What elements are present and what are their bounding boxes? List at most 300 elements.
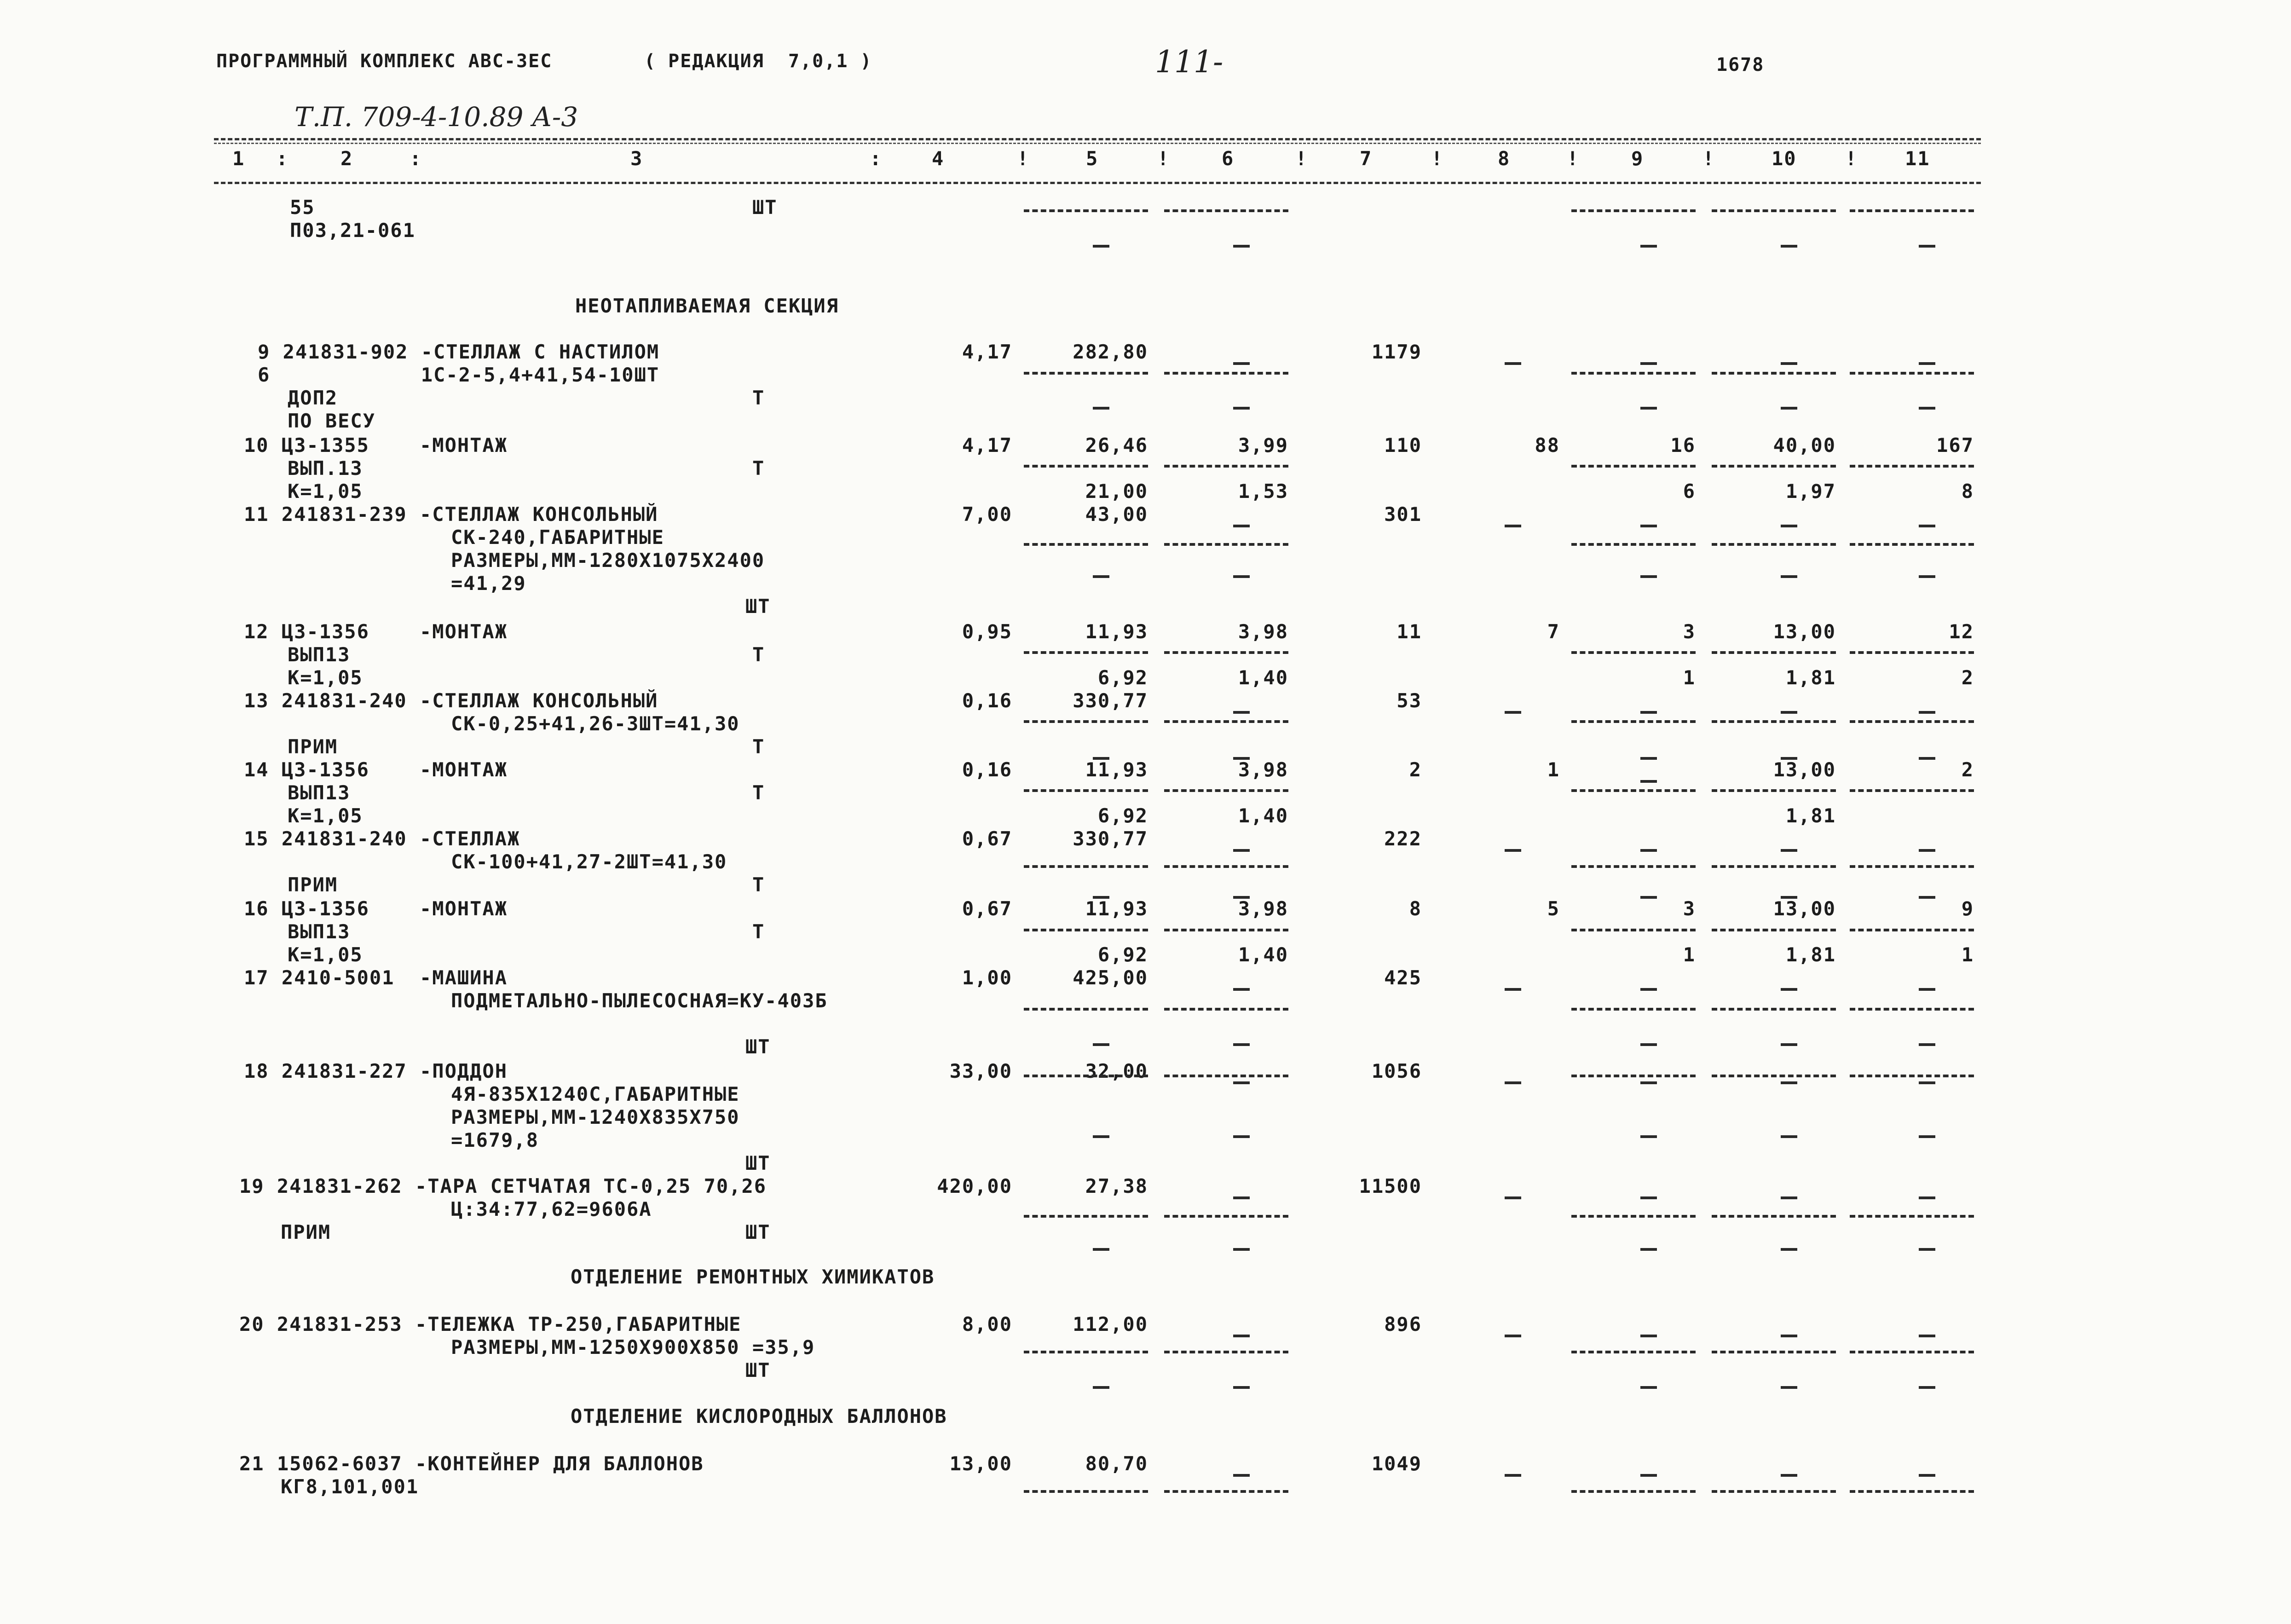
row-9-line: 6 1С-2-5,4+41,54-10ШТ [258,364,660,386]
underline-rule [1571,1215,1696,1218]
col-5: 5 [1086,147,1099,170]
cell-col-6: 3,98 [1238,758,1288,781]
cell-col-4: 4,17 [962,341,1012,363]
cell-col-5: 330,77 [1073,827,1148,850]
col-sep: ! [1017,147,1030,170]
underline-rule [1850,1215,1974,1218]
dash-mark [1093,1386,1109,1389]
cell-col-11: 2 [1961,666,1974,689]
cell-col-4: 7,00 [962,503,1012,526]
cell-col-11: 12 [1949,620,1974,643]
cell-col-4: 0,16 [962,689,1012,712]
cell-col-5: 330,77 [1073,689,1148,712]
dash-mark [1919,407,1935,410]
unit-label: ШТ [745,1152,771,1174]
underline-rule [1850,209,1974,212]
dash-mark [1781,711,1797,714]
underline-rule [1850,543,1974,546]
dash-mark [1640,245,1657,248]
dash-mark [1781,988,1797,991]
cell-col-5: 6,92 [1097,804,1148,827]
dash-mark [1919,849,1935,852]
dash-mark [1781,1196,1797,1199]
cell-col-6: 1,53 [1238,480,1288,503]
col-6: 6 [1222,147,1235,170]
dash-mark [1505,1335,1521,1337]
unit-label: Т [752,735,765,758]
col-sep: : [410,147,422,170]
header-rule-bottom [214,182,1981,184]
col-sep: ! [1295,147,1308,170]
underline-rule [1164,543,1288,546]
dash-mark [1781,849,1797,852]
cell-col-7: 1049 [1371,1452,1422,1475]
cell-col-11: 2 [1961,758,1974,781]
dash-mark [1640,896,1657,899]
section-heading: ОТДЕЛЕНИЕ КИСЛОРОДНЫХ БАЛЛОНОВ [571,1405,947,1428]
dash-mark [1919,896,1935,899]
cell-col-5: 21,00 [1085,480,1148,503]
cell-col-6: 1,40 [1238,943,1288,966]
dash-mark [1505,988,1521,991]
row-10-line: К=1,05 [288,480,363,503]
cell-col-5: 43,00 [1085,503,1148,526]
underline-rule [1164,372,1288,375]
dash-mark [1781,525,1797,527]
dash-mark [1505,849,1521,852]
dash-mark [1919,757,1935,760]
text-line: 55 [290,196,315,219]
dash-mark [1781,362,1797,365]
row-21-line: КГ8,101,001 [281,1475,419,1498]
row-11-line: СК-240,ГАБАРИТНЫЕ [451,526,664,549]
cell-col-4: 8,00 [962,1313,1012,1335]
row-11-line: РАЗМЕРЫ,ММ-1280Х1075Х2400 [451,549,765,572]
dash-mark [1919,1474,1935,1477]
cell-col-8: 5 [1547,897,1560,920]
underline-rule [1024,1490,1148,1493]
dash-mark [1919,1248,1935,1251]
dash-mark [1781,575,1797,578]
dash-mark [1093,757,1109,760]
unit-label: ШТ [745,1221,771,1243]
cell-col-10: 40,00 [1773,434,1836,457]
dash-mark [1505,525,1521,527]
cell-col-5: 11,93 [1085,897,1148,920]
cell-col-11: 167 [1936,434,1974,457]
row-12-line: 12 Ц3-1356 -МОНТАЖ [244,620,508,643]
underline-rule [1712,543,1836,546]
cell-col-5: 26,46 [1085,434,1148,457]
dash-mark [1233,525,1250,527]
dash-mark [1640,1335,1657,1337]
dash-mark [1233,1386,1250,1389]
row-18-line: =1679,8 [451,1129,539,1151]
page-mark: 111- [1155,44,1223,80]
col-2: 2 [340,147,353,170]
row-16-line: К=1,05 [288,943,363,966]
underline-rule [1571,929,1696,931]
unit-label: ШТ [745,1035,771,1058]
col-7: 7 [1360,147,1373,170]
row-18-line: 4Я-835Х1240С,ГАБАРИТНЫЕ [451,1083,740,1105]
cell-col-4: 4,17 [962,434,1012,457]
cell-col-5: 112,00 [1073,1313,1148,1335]
underline-rule [1850,651,1974,654]
dash-mark [1640,575,1657,578]
dash-mark [1505,1474,1521,1477]
cell-col-7: 896 [1384,1313,1422,1335]
row-19-line: 19 241831-262 -ТАРА СЕТЧАТАЯ ТС-0,25 70,26 [239,1175,767,1197]
row-21-line: 21 15062-6037 -КОНТЕЙНЕР ДЛЯ БАЛЛОНОВ [239,1452,704,1475]
dash-mark [1781,1248,1797,1251]
underline-rule [1712,651,1836,654]
cell-col-7: 53 [1397,689,1422,712]
dash-mark [1919,525,1935,527]
dash-mark [1505,362,1521,365]
underline-rule [1024,1075,1148,1077]
underline-rule [1164,1075,1288,1077]
dash-mark [1781,245,1797,248]
underline-rule [1571,465,1696,468]
cell-col-9: 3 [1683,620,1696,643]
cell-col-4: 13,00 [949,1452,1012,1475]
header-rule-top-2 [214,143,1981,144]
dash-mark [1233,1248,1250,1251]
cell-col-7: 8 [1409,897,1422,920]
cell-col-6: 3,98 [1238,897,1288,920]
col-sep: : [276,147,289,170]
dash-mark [1233,896,1250,899]
row-12-line: ВЫП13 [288,643,351,666]
underline-rule [1850,1351,1974,1353]
col-9: 9 [1631,147,1644,170]
row-16-line: 16 Ц3-1356 -МОНТАЖ [244,897,508,920]
col-3: 3 [630,147,643,170]
cell-col-5: 80,70 [1085,1452,1148,1475]
cell-col-5: 6,92 [1097,666,1148,689]
underline-rule [1024,865,1148,868]
cell-col-4: 420,00 [937,1175,1012,1197]
cell-col-5: 425,00 [1073,966,1148,989]
cell-col-10: 13,00 [1773,758,1836,781]
dash-mark [1919,1043,1935,1046]
cell-col-5: 27,38 [1085,1175,1148,1197]
cell-col-7: 301 [1384,503,1422,526]
dash-mark [1093,1248,1109,1251]
dash-mark [1233,245,1250,248]
unit-label: Т [752,873,765,896]
row-12-line: К=1,05 [288,666,363,689]
underline-rule [1164,789,1288,792]
underline-rule [1164,865,1288,868]
row-13-line: ПРИМ [288,735,338,758]
cell-col-10: 1,81 [1785,943,1836,966]
cell-col-7: 110 [1384,434,1422,457]
dash-mark [1233,849,1250,852]
underline-rule [1024,372,1148,375]
section-heading: ОТДЕЛЕНИЕ РЕМОНТНЫХ ХИМИКАТОВ [571,1266,935,1288]
underline-rule [1712,789,1836,792]
underline-rule [1164,209,1288,212]
underline-rule [1850,1490,1974,1493]
header-rule-top [214,138,1981,140]
row-15-line: СК-100+41,27-2ШТ=41,30 [451,850,727,873]
dash-mark [1919,245,1935,248]
underline-rule [1712,1351,1836,1353]
row-20-line: 20 241831-253 -ТЕЛЕЖКА ТР-250,ГАБАРИТНЫЕ [239,1313,742,1335]
cell-col-9: 16 [1670,434,1696,457]
underline-rule [1571,209,1696,212]
underline-rule [1712,1215,1836,1218]
dash-mark [1640,711,1657,714]
col-10: 10 [1772,147,1797,170]
cell-col-5: 32,00 [1085,1060,1148,1082]
cell-col-7: 1179 [1371,341,1422,363]
underline-rule [1571,543,1696,546]
unit-label: ШТ [745,1359,771,1381]
dash-mark [1093,575,1109,578]
cell-col-10: 1,81 [1785,666,1836,689]
row-16-line: ВЫП13 [288,920,351,943]
underline-rule [1571,720,1696,723]
cell-col-7: 1056 [1371,1060,1422,1082]
underline-rule [1712,929,1836,931]
dash-mark [1640,362,1657,365]
underline-rule [1024,1008,1148,1011]
cell-col-6: 1,40 [1238,666,1288,689]
dash-mark [1640,988,1657,991]
row-20-line: РАЗМЕРЫ,ММ-1250Х900Х850 =35,9 [451,1336,815,1358]
underline-rule [1850,1075,1974,1077]
cell-col-6: 3,99 [1238,434,1288,457]
dash-mark [1640,1135,1657,1138]
cell-col-4: 0,67 [962,827,1012,850]
page-number: 1678 [1716,54,1765,75]
dash-mark [1919,362,1935,365]
row-17-line: ПОДМЕТАЛЬНО-ПЫЛЕСОСНАЯ=КУ-403Б [451,989,828,1012]
underline-rule [1024,789,1148,792]
col-4: 4 [932,147,945,170]
underline-rule [1164,651,1288,654]
underline-rule [1850,929,1974,931]
col-1: 1 [232,147,245,170]
dash-mark [1640,1196,1657,1199]
cell-col-4: 0,67 [962,897,1012,920]
cell-col-6: 1,40 [1238,804,1288,827]
row-9-line: ПО ВЕСУ [288,410,376,432]
dash-mark [1233,575,1250,578]
cell-col-5: 282,80 [1073,341,1148,363]
dash-mark [1919,575,1935,578]
underline-rule [1571,1490,1696,1493]
cell-col-9: 1 [1683,943,1696,966]
row-11-line: =41,29 [451,572,526,595]
dash-mark [1781,1081,1797,1084]
dash-mark [1093,407,1109,410]
dash-mark [1640,525,1657,527]
row-19-line: ПРИМ [281,1221,331,1243]
row-9-line: 9 241831-902 -СТЕЛЛАЖ С НАСТИЛОМ [258,341,660,363]
dash-mark [1919,711,1935,714]
cell-col-4: 0,16 [962,758,1012,781]
edition-label: ( РЕДАКЦИЯ 7,0,1 ) [644,51,872,72]
cell-col-7: 425 [1384,966,1422,989]
col-sep: ! [1431,147,1444,170]
col-sep: ! [1567,147,1580,170]
dash-mark [1919,1386,1935,1389]
underline-rule [1024,209,1148,212]
cell-col-7: 222 [1384,827,1422,850]
underline-rule [1850,865,1974,868]
dash-mark [1233,362,1250,365]
unit-label: Т [752,920,765,943]
cell-col-5: 11,93 [1085,758,1148,781]
col-sep: : [870,147,883,170]
unit-label: Т [752,387,765,409]
underline-rule [1571,651,1696,654]
dash-mark [1093,1043,1109,1046]
unit-label: Т [752,457,765,480]
underline-rule [1164,929,1288,931]
cell-col-10: 13,00 [1773,897,1836,920]
dash-mark [1640,1043,1657,1046]
program-title: ПРОГРАММНЫЙ КОМПЛЕКС АВС-3ЕС [216,51,553,72]
cell-col-6: 3,98 [1238,620,1288,643]
dash-mark [1781,1043,1797,1046]
underline-rule [1712,209,1836,212]
row-19-line: Ц:34:77,62=9606А [451,1198,652,1220]
dash-mark [1233,1135,1250,1138]
row-18-line: РАЗМЕРЫ,ММ-1240Х835Х750 [451,1106,740,1128]
row-10-line: 10 Ц3-1355 -МОНТАЖ [244,434,508,457]
cell-col-4: 33,00 [949,1060,1012,1082]
dash-mark [1093,245,1109,248]
dash-mark [1919,1081,1935,1084]
text-line: П03,21-061 [290,219,415,242]
row-14-line: К=1,05 [288,804,363,827]
dash-mark [1233,711,1250,714]
underline-rule [1024,720,1148,723]
section-heading: НЕОТАПЛИВАЕМАЯ СЕКЦИЯ [575,295,839,317]
col-8: 8 [1498,147,1511,170]
row-10-line: ВЫП.13 [288,457,363,480]
cell-col-10: 1,81 [1785,804,1836,827]
dash-mark [1233,988,1250,991]
dash-mark [1781,1335,1797,1337]
dash-mark [1233,1196,1250,1199]
cell-col-9: 3 [1683,897,1696,920]
underline-rule [1712,1075,1836,1077]
dash-mark [1505,1081,1521,1084]
underline-rule [1164,1351,1288,1353]
cell-col-8: 1 [1547,758,1560,781]
dash-mark [1640,849,1657,852]
row-11-line: 11 241831-239 -СТЕЛЛАЖ КОНСОЛЬНЫЙ [244,503,658,526]
underline-rule [1571,865,1696,868]
cell-col-8: 88 [1535,434,1560,457]
underline-rule [1712,1008,1836,1011]
cell-col-11: 9 [1961,897,1974,920]
underline-rule [1712,372,1836,375]
cell-col-4: 1,00 [962,966,1012,989]
cell-col-7: 11 [1397,620,1422,643]
cell-col-11: 1 [1961,943,1974,966]
dash-mark [1093,1135,1109,1138]
underline-rule [1850,1008,1974,1011]
underline-rule [1850,372,1974,375]
underline-rule [1024,543,1148,546]
dash-mark [1233,1081,1250,1084]
dash-mark [1781,1474,1797,1477]
dash-mark [1505,1196,1521,1199]
dash-mark [1233,1043,1250,1046]
dash-mark [1781,407,1797,410]
cell-col-10: 1,97 [1785,480,1836,503]
dash-mark [1640,1248,1657,1251]
dash-mark [1505,711,1521,714]
dash-mark [1233,757,1250,760]
underline-rule [1712,465,1836,468]
underline-rule [1571,1008,1696,1011]
underline-rule [1164,1215,1288,1218]
dash-mark [1233,407,1250,410]
dash-mark [1781,757,1797,760]
underline-rule [1850,720,1974,723]
dash-mark [1919,1135,1935,1138]
col-11: 11 [1905,147,1930,170]
underline-rule [1712,720,1836,723]
dash-mark [1781,1135,1797,1138]
cell-col-7: 11500 [1359,1175,1422,1197]
underline-rule [1571,1075,1696,1077]
cell-col-8: 7 [1547,620,1560,643]
dash-mark [1919,1335,1935,1337]
underline-rule [1024,465,1148,468]
dash-mark [1640,1081,1657,1084]
dash-mark [1919,1196,1935,1199]
cell-col-4: 0,95 [962,620,1012,643]
doc-code: Т.П. 709-4-10.89 А-3 [294,101,578,133]
dash-mark [1233,1474,1250,1477]
col-sep: ! [1702,147,1715,170]
dash-mark [1640,757,1657,760]
dash-mark [1640,407,1657,410]
underline-rule [1850,789,1974,792]
row-9-line: ДОП2 [288,387,338,409]
underline-rule [1571,372,1696,375]
cell-col-9: 6 [1683,480,1696,503]
underline-rule [1712,865,1836,868]
col-sep: ! [1157,147,1170,170]
underline-rule [1571,1351,1696,1353]
underline-rule [1024,1215,1148,1218]
row-13-line: СК-0,25+41,26-3ШТ=41,30 [451,712,740,735]
underline-rule [1024,929,1148,931]
row-14-line: ВЫП13 [288,781,351,804]
underline-rule [1164,1490,1288,1493]
row-13-line: 13 241831-240 -СТЕЛЛАЖ КОНСОЛЬНЫЙ [244,689,658,712]
underline-rule [1712,1490,1836,1493]
underline-rule [1164,1008,1288,1011]
cell-col-9: 1 [1683,666,1696,689]
dash-mark [1919,988,1935,991]
dash-mark [1233,1335,1250,1337]
dash-mark [1640,780,1657,783]
row-18-line: 18 241831-227 -ПОДДОН [244,1060,508,1082]
underline-rule [1850,465,1974,468]
cell-col-7: 2 [1409,758,1422,781]
